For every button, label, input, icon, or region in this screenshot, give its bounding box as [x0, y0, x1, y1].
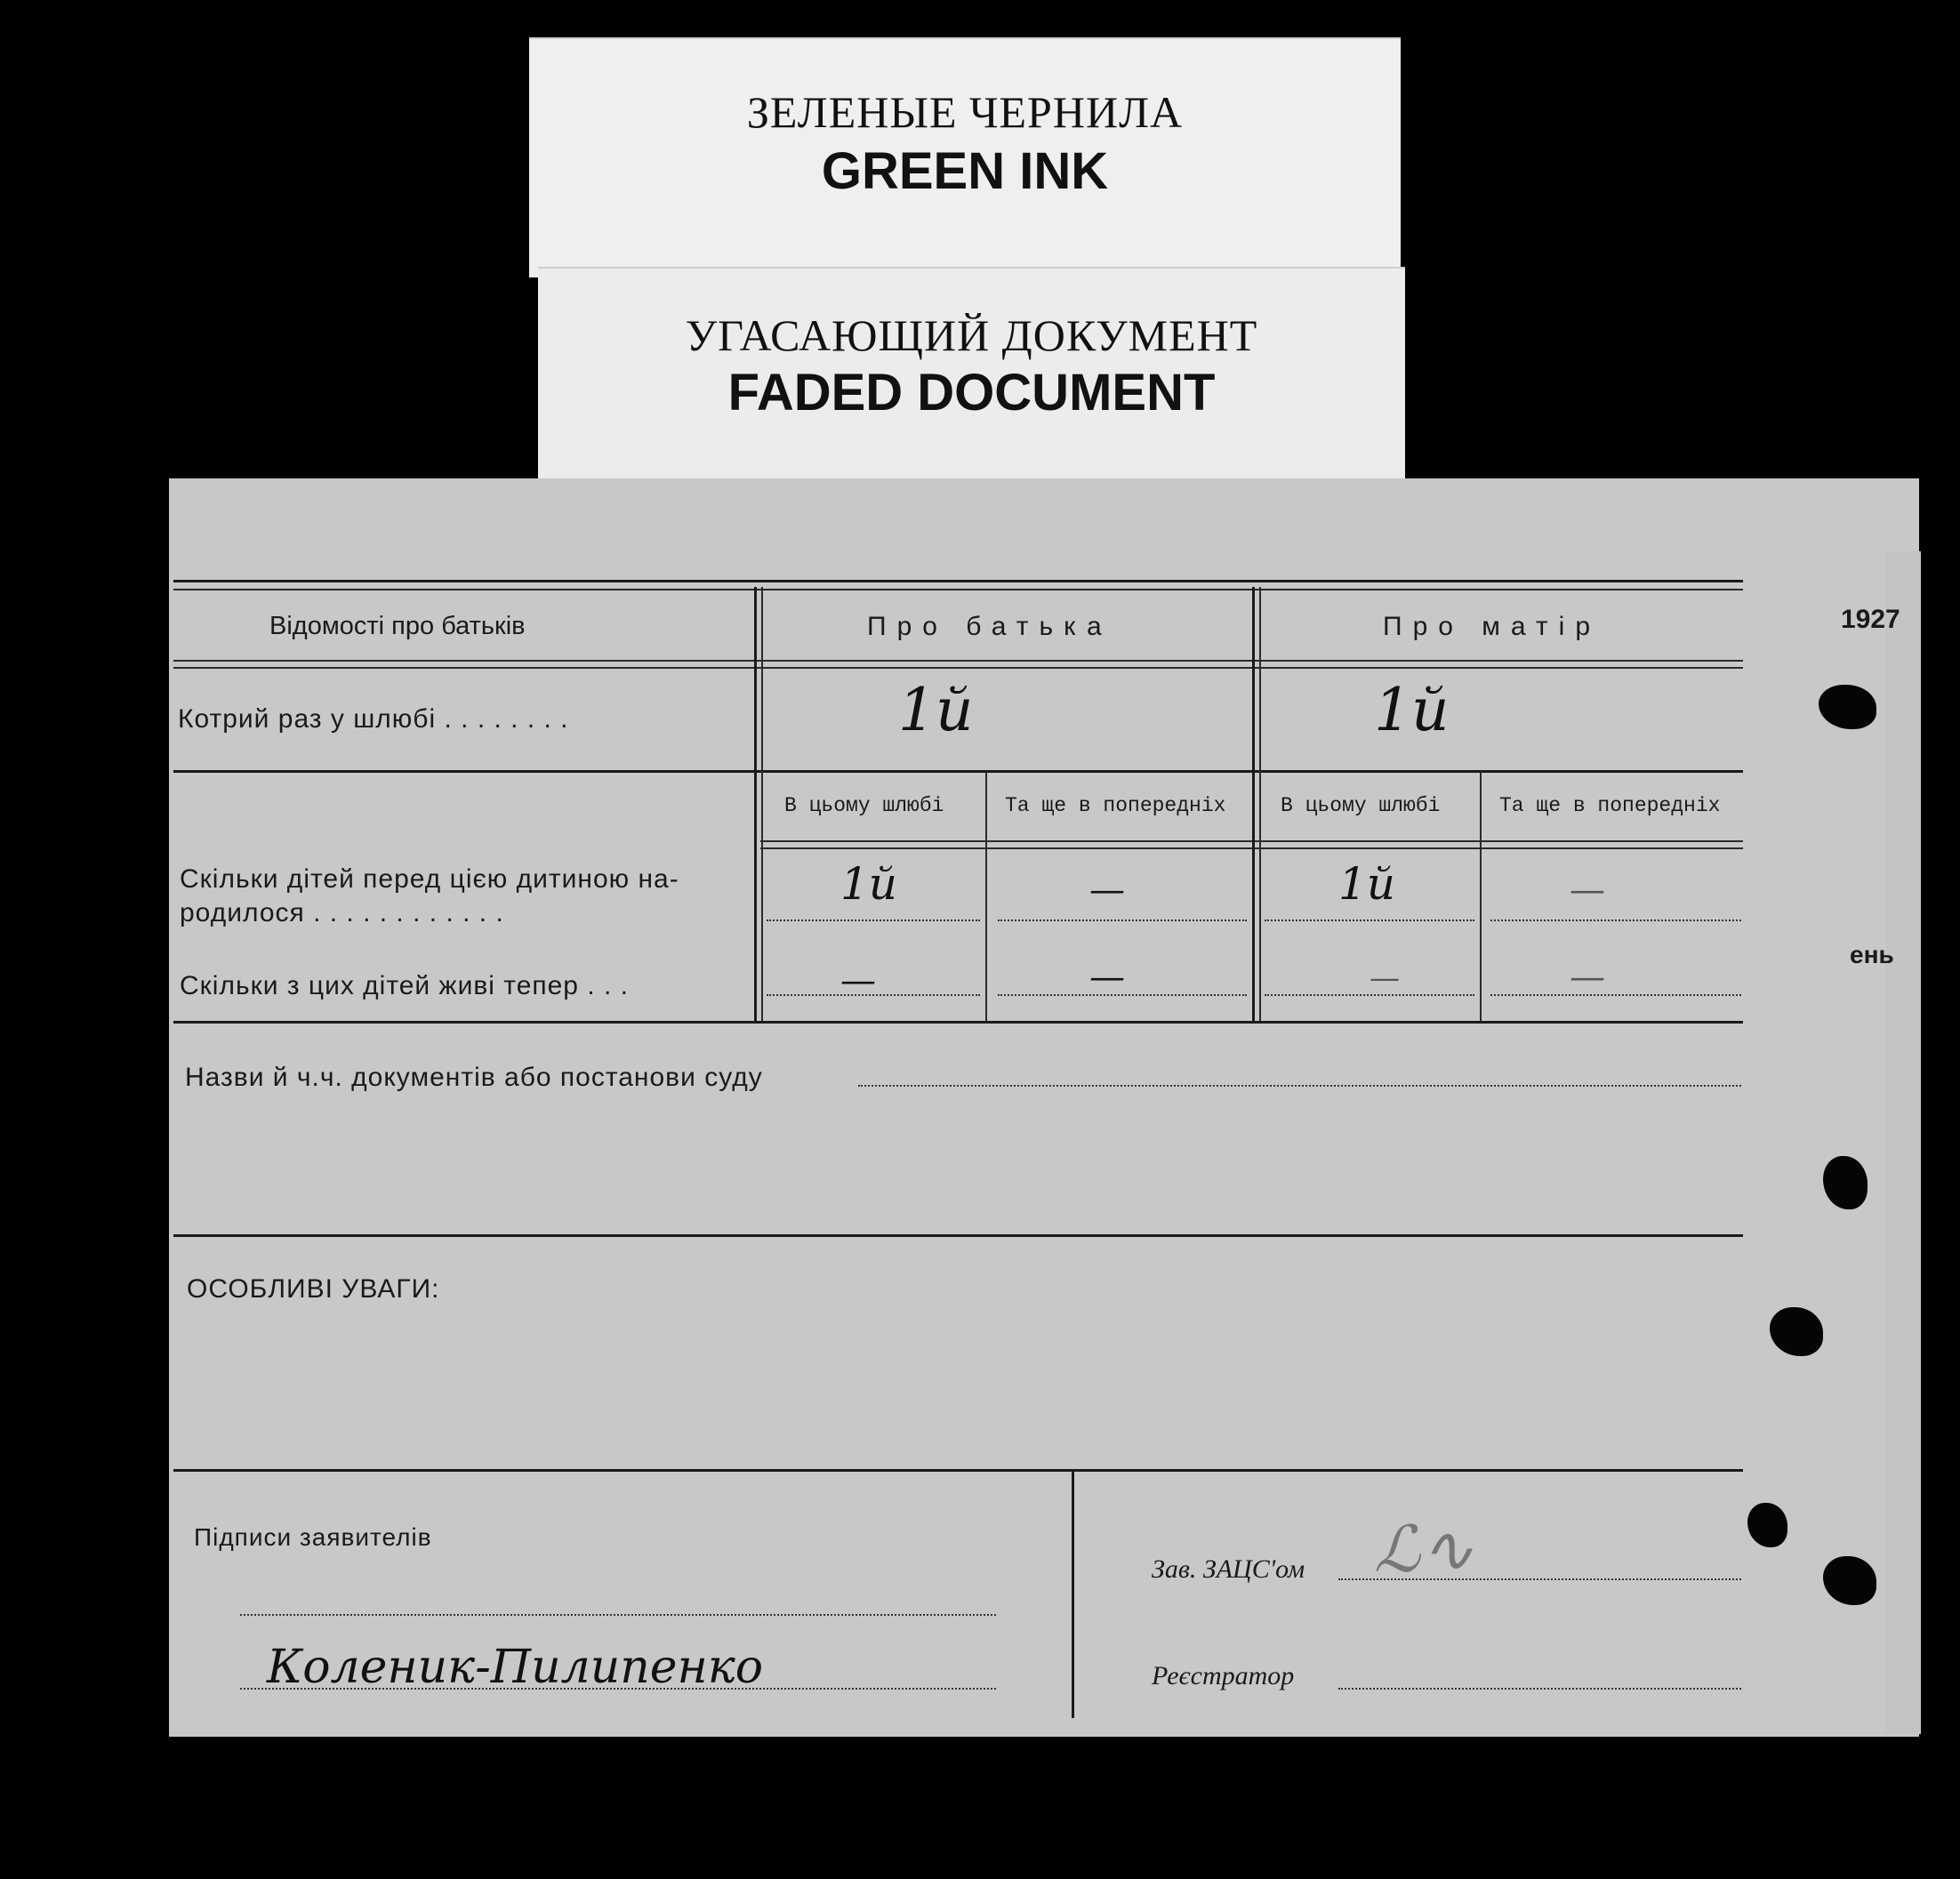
about-mother-header: Про матір	[1383, 612, 1602, 641]
children-alive-father-previous-line	[998, 994, 1247, 996]
head-label: Зав. ЗАЦС'ом	[1152, 1554, 1305, 1584]
father-marriage-count-value: 1й	[898, 676, 974, 744]
father-this-marriage-header: В цьому шлюбі	[784, 794, 944, 817]
documents-label: Назви й ч.ч. документів або постанови суду	[185, 1063, 763, 1092]
children-born-mother-previous-line	[1490, 919, 1741, 921]
children-born-father-this-line	[767, 919, 980, 921]
marriage-count-label: Котрий раз у шлюбі . . . . . . . .	[178, 704, 569, 734]
column-divider-2	[1252, 587, 1255, 1021]
parents-info-header: Відомості про батьків	[269, 612, 526, 640]
edge-fragment-text: ень	[1850, 941, 1894, 968]
signature-divider	[1072, 1469, 1074, 1718]
applicant-signature: Коленик-Пилипенко	[267, 1641, 764, 1694]
table-top-rule-2	[173, 589, 1743, 590]
about-father-header: Про батька	[867, 612, 1113, 641]
column-divider-father-sub	[985, 772, 987, 1021]
remarks-section-bottom-rule	[173, 1469, 1743, 1472]
registrar-signature-line	[1338, 1688, 1741, 1690]
green-ink-label	[529, 37, 1401, 277]
column-divider-1	[754, 587, 757, 1021]
green-ink-en-text: GREEN INK	[821, 142, 1109, 200]
mother-children-born-this: 1й	[1338, 858, 1396, 910]
year-edge-text: 1927	[1841, 605, 1900, 634]
green-ink-ru-text: ЗЕЛЕНЫЕ ЧЕРНИЛА	[746, 87, 1184, 137]
faded-en-text: FADED DOCUMENT	[727, 364, 1216, 422]
mother-marriage-count-value: 1й	[1374, 676, 1450, 744]
children-alive-mother-previous-line	[1490, 994, 1741, 996]
header-bottom-rule-2	[173, 667, 1743, 669]
signatures-label: Підписи заявителів	[194, 1523, 432, 1551]
header-bottom-rule	[173, 660, 1743, 662]
children-alive-mother-this-line	[1265, 994, 1474, 996]
children-born-label-line1: Скільки дітей перед цією дитиною на-	[180, 864, 679, 894]
children-born-mother-this-line	[1265, 919, 1474, 921]
faded-document-label	[538, 267, 1405, 480]
mother-children-alive-this: —	[1370, 960, 1400, 996]
children-alive-label: Скільки з цих дітей живі тепер . . .	[180, 971, 629, 1000]
documents-line	[858, 1085, 1741, 1087]
head-signature-scrawl: ℒ∿	[1374, 1512, 1474, 1586]
mother-this-marriage-header: В цьому шлюбі	[1281, 794, 1441, 817]
children-born-father-previous-line	[998, 919, 1247, 921]
father-previous-marriages-header: Та ще в попередніх	[1005, 794, 1226, 817]
mother-children-born-previous: —	[1570, 870, 1605, 911]
column-divider-2b	[1259, 587, 1261, 1021]
marriage-row-bottom-rule	[173, 770, 1743, 773]
mother-children-alive-previous: —	[1570, 957, 1605, 998]
signature-line-1	[240, 1614, 996, 1616]
father-children-alive-this: —	[840, 960, 876, 1001]
paper-right-edge	[1885, 551, 1921, 1734]
documents-section-bottom-rule	[173, 1234, 1743, 1237]
faded-ru-text: УГАСАЮЩИЙ ДОКУМЕНТ	[685, 310, 1258, 360]
children-alive-father-this-line	[767, 994, 980, 996]
father-children-alive-previous: —	[1089, 957, 1125, 998]
column-divider-1b	[761, 587, 763, 1021]
father-children-born-this: 1й	[840, 858, 898, 910]
registrar-label: Реєстратор	[1152, 1661, 1295, 1690]
remarks-label: ОСОБЛИВІ УВАГИ:	[187, 1274, 440, 1304]
mother-previous-marriages-header: Та ще в попередніх	[1499, 794, 1721, 817]
table-top-rule	[173, 580, 1743, 582]
father-children-born-previous: —	[1089, 870, 1125, 911]
children-born-label-line2: родилося . . . . . . . . . . . .	[180, 898, 504, 927]
children-section-bottom-rule	[173, 1021, 1743, 1024]
column-divider-mother-sub	[1480, 772, 1482, 1021]
